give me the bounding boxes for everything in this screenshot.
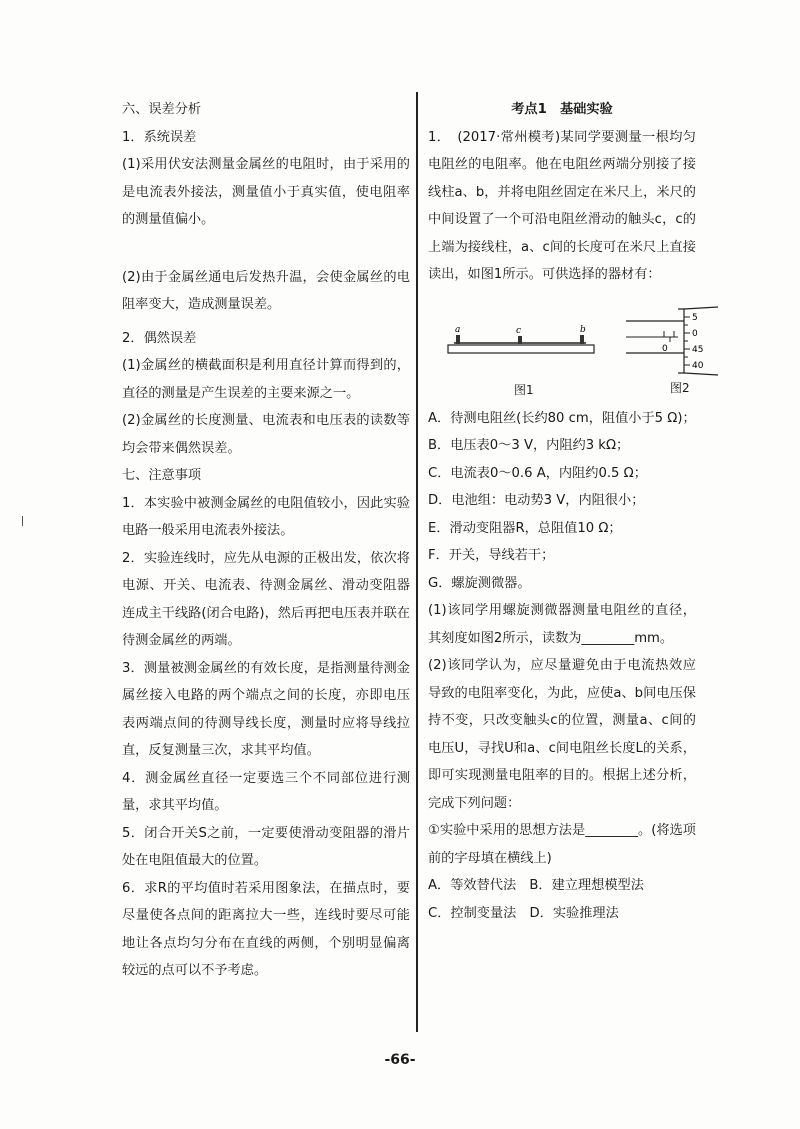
question-1-part-2: (2)该同学认为，应尽量避免由于电流热效应导致的电阻率变化，为此，应使a、b间电压保持不变，只改变触头c的位置，测量a、c间的电压U，寻找U和a、c间电阻丝长度L的关系，即可实现测量电阻率的目的。根据上述分析，完成下列问题：: [428, 658, 696, 811]
left-column: [122, 96, 410, 985]
section-6-title: 六、误差分析: [122, 102, 202, 117]
page-number: -66-: [384, 1052, 416, 1068]
note-6: 6．求R的平均值时若采用图象法，在描点时，要尽量使各点间的距离拉大一些，连线时要尽可能地让各点均匀分布在直线的两侧，个别明显偏离较远的点可以不予考虑。: [122, 880, 410, 978]
equipment-item-e: E．滑动变阻器R，总阻值10 Ω；: [428, 520, 622, 536]
fig1-label-c: c: [516, 325, 522, 336]
equipment-item-c: C．电流表0～0.6 A，内阻约0.5 Ω；: [428, 465, 647, 481]
figures: [428, 289, 704, 399]
equipment-item-b: B．电压表0～3 V，内阻约3 kΩ；: [428, 438, 630, 453]
question-1-part-2-sub-1: ①实验中采用的思想方法是________。(将选项前的字母填在横线上): [428, 823, 696, 866]
system-error-paragraph-2: (2)由于金属丝通电后发热升温，会使金属丝的电阻率变大，造成测量误差。: [122, 269, 410, 312]
figure-2: [626, 301, 722, 397]
options-row-1: A．等效替代法 B．建立理想模型法: [428, 878, 644, 893]
margin-mark: [22, 516, 23, 526]
system-error-title: 1．系统误差: [122, 129, 197, 145]
note-5: 5．闭合开关S之前，一定要使滑动变阻器的滑片处在电阻值最大的位置。: [122, 825, 410, 868]
figure-1: [446, 319, 596, 397]
system-error-paragraph-1: (1)采用伏安法测量金属丝的电阻时，由于采用的是电流表外接法，测量值小于真实值，使电阻率的测量值偏小。: [122, 157, 410, 227]
sleeve-zero-label: 0: [662, 343, 668, 354]
equipment-item-f: F．开关，导线若干；: [428, 548, 555, 563]
section-7-title: 七、注意事项: [122, 468, 202, 483]
equipment-item-d: D．电池组：电动势3 V，内阻很小；: [428, 493, 645, 508]
question-1-intro: 1． (2017·常州模考)某同学要测量一根均匀电阻丝的电阻率。他在电阻丝两端分别接了接线柱a、b，并将电阻丝固定在米尺上，米尺的中间设置了一个可沿电阻丝滑动的触头c，c的上端为接线柱，a、c间的长度可在米尺上直接读出，如图1所示。可供选择的器材有：: [428, 129, 696, 282]
thimble-label-5: 5: [692, 312, 698, 323]
equipment-item-g: G．螺旋测微器。: [428, 575, 531, 591]
note-1: 1．本实验中被测金属丝的电阻值较小，因此实验电路一般采用电流表外接法。: [122, 495, 410, 538]
equipment-item-a: A．待测电阻丝(长约80 cm，阻值小于5 Ω)；: [428, 410, 696, 426]
thimble-label-0: 0: [692, 328, 698, 339]
random-error-paragraph-1: (1)金属丝的横截面积是利用直径计算而得到的，直径的测量是产生误差的主要来源之一。: [122, 358, 410, 401]
thimble-label-40: 40: [692, 360, 704, 371]
fig1-label-b: b: [580, 324, 586, 335]
right-column: [428, 96, 704, 927]
figure-1-caption: 图1: [514, 382, 534, 397]
note-3: 3．测量被测金属丝的有效长度，是指测量待测金属丝接入电路的两个端点之间的长度，亦即电压表两端点间的待测导线长度，测量时应将导线拉直，反复测量三次，求其平均值。: [122, 660, 410, 758]
random-error-paragraph-2: (2)金属丝的长度测量、电流表和电压表的读数等均会带来偶然误差。: [122, 413, 410, 456]
micrometer-diagram: [626, 301, 722, 377]
column-divider: [416, 92, 418, 1032]
ruler-wire-diagram: [446, 319, 596, 379]
options-row-2: C．控制变量法 D．实验推理法: [428, 905, 619, 921]
topic-heading: 考点1 基础实验: [511, 102, 613, 117]
figure-2-caption: 图2: [670, 380, 690, 395]
random-error-title: 2．偶然误差: [122, 330, 197, 346]
question-1-part-1: (1)该同学用螺旋测微器测量电阻丝的直径，其刻度如图2所示，读数为________mm。: [428, 603, 696, 646]
thimble-label-45: 45: [692, 344, 704, 355]
note-4: 4．测金属丝直径一定要选三个不同部位进行测量，求其平均值。: [122, 770, 410, 813]
fig1-label-a: a: [455, 324, 461, 335]
note-2: 2．实验连线时，应先从电源的正极出发，依次将电源、开关、电流表、待测金属丝、滑动变阻器连成主干线路(闭合电路)，然后再把电压表并联在待测金属丝的两端。: [122, 550, 410, 648]
